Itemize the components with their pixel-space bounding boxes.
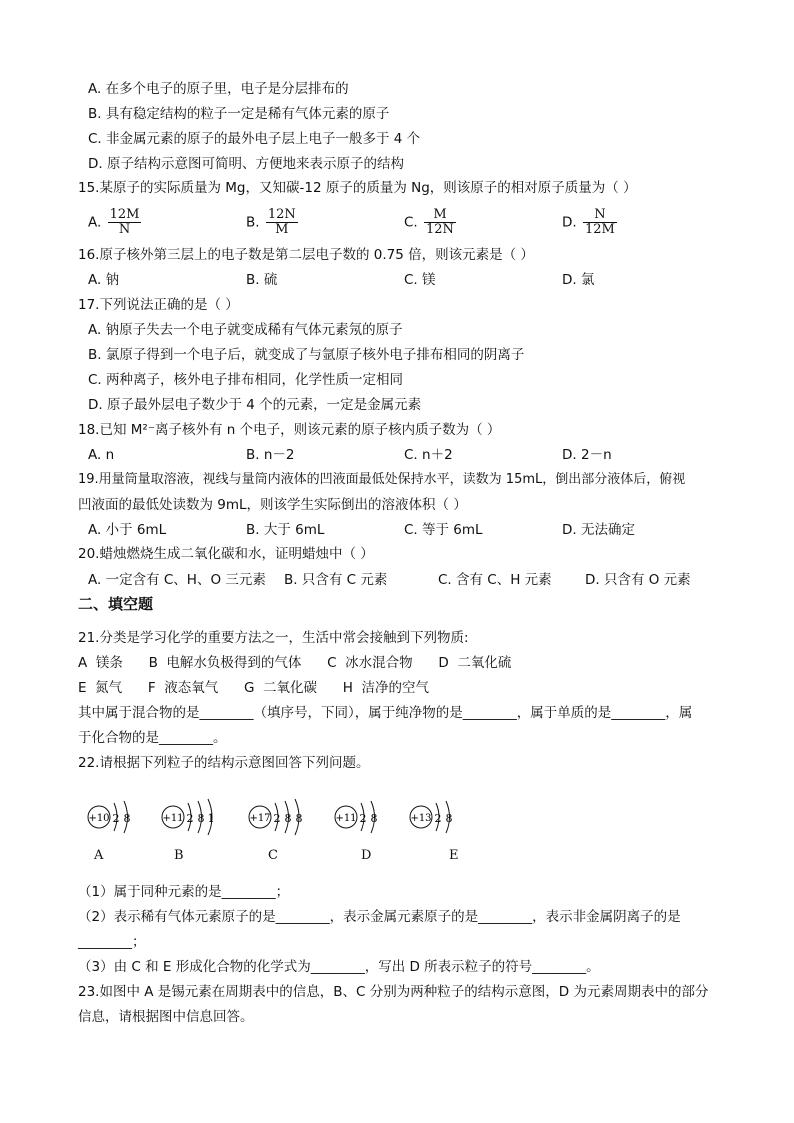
nucleus-label: +10 [88,813,110,824]
q16-stem: 16.原子核外第三层上的电子数是第二层电子数的 0.75 倍，则该元素是（ ） [78,247,534,263]
q21-items-row2: E 氮气 F 液态氧气 G 二氧化碳 H 洁净的空气 [78,680,429,696]
shell-count: 2 [112,812,120,825]
q23-stem-line1: 23.如图中 A 是锡元素在周期表中的信息，B、C 分别为两种粒子的结构示意图，D 为元素周期表中的部分 [78,984,709,1000]
particle-diagram-a [86,795,146,839]
particle-label-d: D [361,848,372,863]
q15-option-b: B. $\frac{12N}{M}$ [246,207,296,237]
shell-count: 8 [445,812,453,825]
nucleus-label: +11 [162,813,184,824]
q17-option-c: C. 两种离子，核外电子排布相同，化学性质一定相同 [88,372,404,388]
q15-option-c: C. $\frac{M}{12N}$ [404,207,454,237]
shell-count: 8 [284,812,292,825]
q17-option-a: A. 钠原子失去一个电子就变成稀有气体元素氖的原子 [88,322,403,338]
q15-option-a: A. $\frac{12M}{N}$ [88,207,140,237]
nucleus-label: +13 [410,813,432,824]
q20-option-d: D. 只含有 O 元素 [585,572,691,588]
q21-question-line2: 于化合物的是________。 [78,730,227,746]
nucleus-label: +17 [249,813,271,824]
q21-items-row1: A 镁条 B 电解水负极得到的气体 C 冰水混合物 D 二氧化硫 [78,655,512,671]
q20-stem: 20.蜡烛燃烧生成二氧化碳和水，证明蜡烛中（ ） [78,546,374,562]
q14-option-c: C. 非金属元素的原子的最外电子层上电子一般多于 4 个 [88,131,421,147]
q17-option-b: B. 氯原子得到一个电子后，就变成了与氩原子核外电子排布相同的阴离子 [88,347,525,363]
particle-label-b: B [174,848,184,863]
shell-count: 8 [197,812,205,825]
particle-diagram-b [160,795,230,839]
shell-count: 8 [295,812,303,825]
q22-part1: （1）属于同种元素的是________； [78,884,290,900]
q19-option-c: C. 等于 6mL [404,522,483,538]
q14-option-a: A. 在多个电子的原子里，电子是分层排布的 [88,81,349,97]
shell-count: 8 [123,812,131,825]
q18-stem: 18.已知 M²⁻离子核外有 n 个电子，则该元素的原子核内质子数为（ ） [78,422,501,438]
q22-part2-line1: （2）表示稀有气体元素原子的是________，表示金属元素原子的是________，表示非金属阴离子的是 [78,909,681,925]
q16-option-b: B. 硫 [246,272,278,288]
q19-option-b: B. 大于 6mL [246,522,325,538]
particle-diagram-d [333,795,393,839]
particle-label-a: A [94,848,104,863]
fraction: $\frac{12M}{N}$ [109,207,140,237]
q14-option-d: D. 原子结构示意图可简明、方便地来表示原子的结构 [88,156,404,172]
q16-option-a: A. 钠 [88,272,120,288]
q22-part2-line2: ________； [78,934,146,950]
q18-option-a: A. n [88,447,115,463]
fraction: $\frac{M}{12N}$ [426,207,454,237]
shell-count: 2 [359,812,367,825]
shell-count: 2 [434,812,442,825]
q19-stem-line2: 凹液面的最低处读数为 9mL，则该学生实际倒出的溶液体积（ ） [78,497,467,513]
q15-stem: 15.某原子的实际质量为 Mg，又知碳-12 原子的质量为 Ng，则该原子的相对原子质量为（ ） [78,180,637,196]
q16-option-c: C. 镁 [404,272,436,288]
q20-option-a: A. 一定含有 C、H、O 三元素 [88,572,266,588]
q18-option-d: D. 2－n [562,447,612,463]
q18-option-c: C. n＋2 [404,447,453,463]
q21-question-line1: 其中属于混合物的是________（填序号，下同），属于纯净物的是________，属于单质的是________，属 [78,705,693,721]
q20-option-b: B. 只含有 C 元素 [284,572,388,588]
q15-option-d: D. $\frac{N}{12M}$ [562,207,615,237]
q23-stem-line2: 信息，请根据图中信息回答。 [78,1009,254,1025]
q20-option-c: C. 含有 C、H 元素 [438,572,552,588]
shell-count: 1 [207,812,215,825]
particle-diagram-c [247,795,317,839]
q19-option-a: A. 小于 6mL [88,522,167,538]
particle-label-c: C [268,848,278,863]
shell-count: 8 [370,812,378,825]
q14-option-b: B. 具有稳定结构的粒子一定是稀有气体元素的原子 [88,106,390,122]
particle-diagram-e [408,795,468,839]
q21-stem: 21.分类是学习化学的重要方法之一，生活中常会接触到下列物质: [78,630,469,646]
section-heading: 二、填空题 [78,595,154,613]
particle-label-e: E [449,848,459,863]
q18-option-b: B. n－2 [246,447,295,463]
q17-option-d: D. 原子最外层电子数少于 4 个的元素，一定是金属元素 [88,397,422,413]
shell-count: 2 [273,812,281,825]
q22-stem: 22.请根据下列粒子的结构示意图回答下列问题。 [78,755,370,771]
fraction: $\frac{N}{12M}$ [584,207,615,237]
q17-stem: 17.下列说法正确的是（ ） [78,297,239,313]
nucleus-label: +11 [335,813,357,824]
q22-part3: （3）由 C 和 E 形成化合物的化学式为________，写出 D 所表示粒子的符号________。 [78,959,600,975]
fraction: $\frac{12N}{M}$ [267,207,296,237]
q19-stem-line1: 19.用量筒量取溶液，视线与量筒内液体的凹液面最低处保持水平，读数为 15mL，倒出部分液体后，俯视 [78,472,686,487]
shell-count: 2 [186,812,194,825]
q19-option-d: D. 无法确定 [562,522,635,538]
q16-option-d: D. 氯 [562,272,595,288]
